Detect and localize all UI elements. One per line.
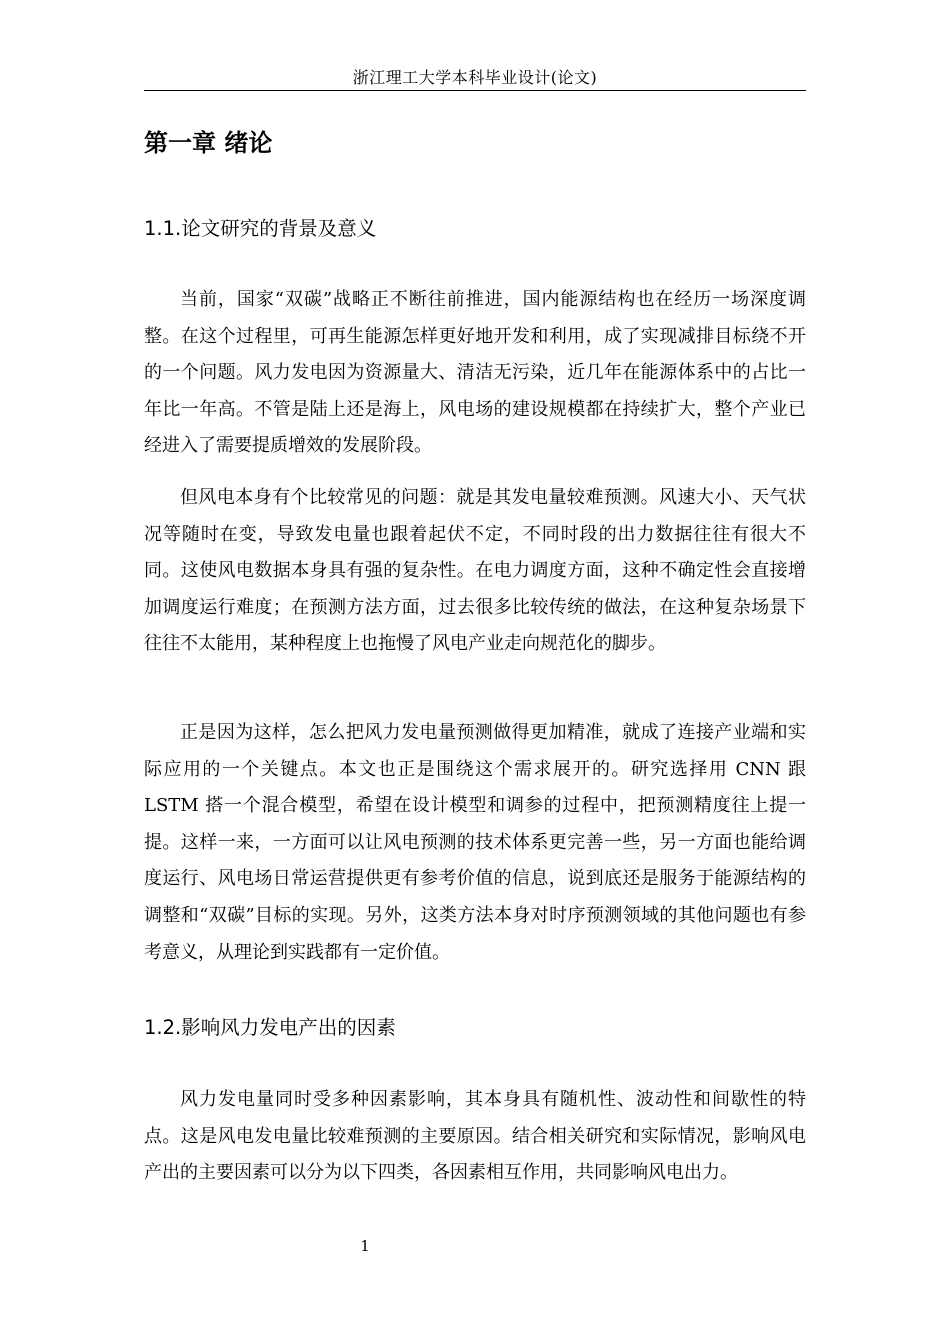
running-header-title: 浙江理工大学本科毕业设计(论文) (352, 68, 598, 87)
section-title-1-2: 1.2.影响风力发电产出的因素 (144, 1016, 396, 1039)
paragraph-significance: 正是因为这样，怎么把风力发电量预测做得更加精准，就成了连接产业端和实际应用的一个关键点。本文也正是围绕这个需求展开的。研究选择用 CNN 跟 LSTM 搭一个混合模型，希望在设计模型和调参的过程中，把预测精度往上提一提。这样一来，一方面可以让风电预测的技术体系更完善一些，另一方面也能给调度运行、风电场日常运营提供更有参考价值的信息，说到底还是服务于能源结构的调整和“双碳”目标的实现。另外，这类方法本身对时序预测领域的其他问题也有参考意义，从理论到实践都有一定价值。 (144, 722, 806, 963)
paragraph-background: 当前，国家“双碳”战略正不断往前推进，国内能源结构也在经历一场深度调整。在这个过程里，可再生能源怎样更好地开发和利用，成了实现减排目标绕不开的一个问题。风力发电因为资源量大、清洁无污染，近几年在能源体系中的占比一年比一年高。不管是陆上还是海上，风电场的建设规模都在持续扩大，整个产业已经进入了需要提质增效的发展阶段。 (144, 289, 806, 457)
page-number: 1 (360, 1237, 370, 1255)
chapter-title: 第一章 绪论 (144, 129, 273, 157)
section-title-1-1: 1.1.论文研究的背景及意义 (144, 217, 377, 240)
paragraph-problem: 但风电本身有个比较常见的问题：就是其发电量较难预测。风速大小、天气状况等随时在变，导致发电量也跟着起伏不定，不同时段的出力数据往往有很大不同。这使风电数据本身具有强的复杂性。在电力调度方面，这种不确定性会直接增加调度运行难度；在预测方法方面，过去很多比较传统的做法，在这种复杂场景下往往不太能用，某种程度上也拖慢了风电产业走向规范化的脚步。 (144, 487, 806, 655)
paragraph-factors: 风力发电量同时受多种因素影响，其本身具有随机性、波动性和间歇性的特点。这是风电发电量比较难预测的主要原因。结合相关研究和实际情况，影响风电产出的主要因素可以分为以下四类，各因素相互作用，共同影响风电出力。 (144, 1089, 806, 1184)
header-rule (144, 90, 806, 91)
